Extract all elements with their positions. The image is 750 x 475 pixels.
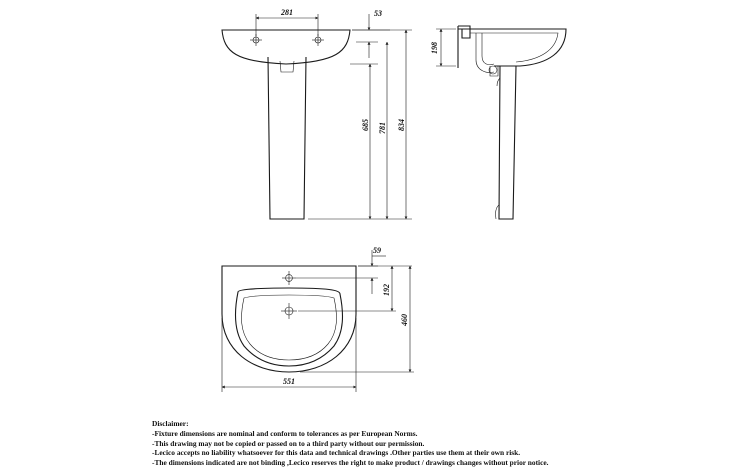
dim-projection: 460 — [400, 314, 409, 326]
front-pedestal — [268, 57, 306, 219]
disclaimer-line: -Fixture dimensions are nominal and conform to tolerances as per European Norms. — [152, 428, 418, 438]
side-basin-inner — [470, 33, 558, 62]
dim-width: 551 — [283, 377, 295, 386]
dim-overall-height: 834 — [397, 119, 406, 131]
dim-tap-hole-spacing: 281 — [281, 8, 293, 17]
disclaimer-line: -The dimensions indicated are not binding ,Lecico reserves the right to make product / drawings changes without prior notice. — [152, 458, 549, 468]
front-view — [222, 8, 412, 219]
dim-pedestal-height: 685 — [361, 119, 370, 131]
front-basin-outline — [222, 30, 350, 64]
dim-top-offset: 53 — [374, 9, 382, 18]
side-tap-deck — [458, 26, 470, 38]
side-trap — [476, 33, 498, 76]
disclaimer-title: Disclaimer: — [152, 419, 189, 428]
front-pedestal-trap-cutout — [280, 61, 294, 72]
dim-tap-hole-to-back: 59 — [373, 246, 381, 255]
disclaimer-line: -Lecico accepts no liability whatsoever for this data and technical drawings .Other parties use them at their own risk. — [152, 448, 521, 458]
disclaimer-line: -This drawing may not be copied or passed on to a third party without our permission. — [152, 438, 425, 448]
side-pedestal — [499, 66, 516, 219]
dim-basin-depth: 198 — [430, 42, 439, 54]
top-waste-hole — [281, 303, 297, 319]
disclaimer — [152, 419, 742, 468]
side-view — [430, 26, 566, 219]
top-view — [222, 246, 414, 392]
top-tap-hole — [282, 271, 296, 285]
dim-waste-to-back: 192 — [382, 284, 391, 296]
dim-rim-height: 781 — [378, 122, 387, 134]
side-basin-outline — [458, 29, 566, 66]
top-bowl-outline — [236, 288, 343, 366]
